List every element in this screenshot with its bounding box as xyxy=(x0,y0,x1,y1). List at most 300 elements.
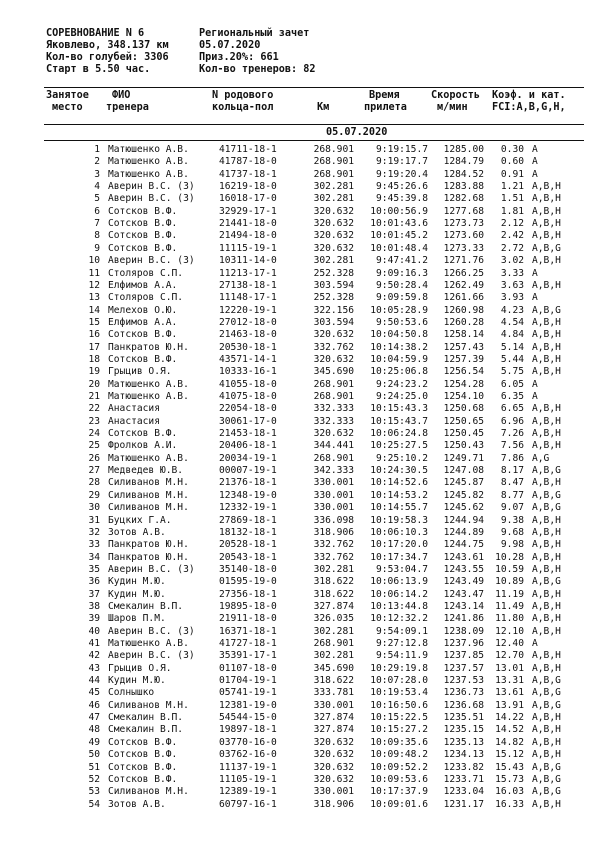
cell-km: 330.001 xyxy=(313,502,354,514)
cell-trainer: Матюшенко А.В. xyxy=(108,144,189,155)
cell-km: 302.281 xyxy=(313,255,354,267)
cell-coef: 6.96 xyxy=(500,415,524,427)
cell-time: 9:47:41.2 xyxy=(376,255,428,267)
table-row xyxy=(0,268,600,279)
table-row xyxy=(0,601,600,612)
cell-speed: 1284.79 xyxy=(443,156,484,168)
cell-time: 10:17:20.0 xyxy=(370,539,428,551)
cell-cat: A,B,H xyxy=(532,749,561,761)
table-row xyxy=(0,502,600,513)
cell-time: 10:12:32.2 xyxy=(370,613,428,625)
table-row xyxy=(0,379,600,390)
cell-time: 10:06:13.9 xyxy=(370,576,428,588)
cell-cat: A xyxy=(532,168,538,180)
cell-coef: 8.47 xyxy=(500,477,524,489)
header-bottom-rule xyxy=(44,124,584,125)
table-row xyxy=(0,638,600,649)
cell-time: 10:17:37.9 xyxy=(370,786,428,798)
cell-place: 43 xyxy=(88,662,100,674)
table-row xyxy=(0,552,600,563)
cell-ring: 21463-18-0 xyxy=(219,329,277,341)
cell-km: 320.632 xyxy=(313,761,354,773)
cell-trainer: Матюшенко А.В. xyxy=(108,452,189,464)
table-row xyxy=(0,490,600,501)
cell-ring: 16018-17-0 xyxy=(219,193,277,205)
cell-speed: 1273.60 xyxy=(443,230,484,242)
cell-place: 37 xyxy=(88,588,100,600)
table-row xyxy=(0,539,600,550)
cell-speed: 1238.09 xyxy=(443,625,484,637)
cell-time: 10:04:59.9 xyxy=(370,353,428,365)
cell-time: 10:13:44.8 xyxy=(370,600,428,612)
trainer-count: Кол-во тренеров: 82 xyxy=(199,64,316,75)
cell-trainer: Смекалин В.П. xyxy=(108,712,184,724)
cell-trainer: Буцких Г.А. xyxy=(108,514,172,526)
cell-km: 268.901 xyxy=(313,638,354,649)
cell-place: 9 xyxy=(94,242,100,254)
cell-place: 50 xyxy=(88,749,100,761)
cell-km: 320.632 xyxy=(313,218,354,230)
cell-ring: 11148-17-1 xyxy=(219,292,277,304)
cell-trainer: Сотсков В.Ф. xyxy=(108,242,178,254)
cell-trainer: Сотсков В.Ф. xyxy=(108,749,178,761)
cell-coef: 5.75 xyxy=(500,366,524,378)
cell-km: 322.156 xyxy=(313,304,354,316)
cell-trainer: Анастасия xyxy=(108,403,160,415)
cell-coef: 13.31 xyxy=(495,675,524,687)
cell-speed: 1233.71 xyxy=(443,773,484,785)
cell-cat: A,B,H xyxy=(532,477,561,489)
cell-time: 10:25:06.8 xyxy=(370,366,428,378)
cell-trainer: Елфимов А.А. xyxy=(108,279,178,291)
cell-cat: A,B,H xyxy=(532,724,561,736)
cell-cat: A,B,G xyxy=(532,687,561,699)
cell-speed: 1243.55 xyxy=(443,563,484,575)
cell-coef: 6.65 xyxy=(500,403,524,415)
cell-ring: 21453-18-1 xyxy=(219,428,277,440)
race-date: 05.07.2020 xyxy=(199,40,261,51)
cell-ring: 20528-18-1 xyxy=(219,539,277,551)
cell-km: 330.001 xyxy=(313,786,354,798)
cell-coef: 0.91 xyxy=(500,168,524,180)
cell-cat: A,B,G xyxy=(532,773,561,785)
cell-trainer: Аверин В.С. (3) xyxy=(108,650,195,662)
cell-speed: 1237.96 xyxy=(443,638,484,649)
cell-trainer: Силиванов М.Н. xyxy=(108,502,189,514)
cell-km: 330.001 xyxy=(313,477,354,489)
cell-km: 302.281 xyxy=(313,181,354,193)
cell-speed: 1236.73 xyxy=(443,687,484,699)
cell-speed: 1244.89 xyxy=(443,526,484,538)
cell-place: 38 xyxy=(88,600,100,612)
cell-place: 22 xyxy=(88,403,100,415)
cell-km: 344.441 xyxy=(313,440,354,452)
cell-speed: 1235.15 xyxy=(443,724,484,736)
cell-cat: A,B,H xyxy=(532,588,561,600)
table-row xyxy=(0,576,600,587)
cell-cat: A,B,H xyxy=(532,798,561,810)
cell-ring: 20406-18-1 xyxy=(219,440,277,452)
cell-place: 44 xyxy=(88,675,100,687)
cell-km: 332.762 xyxy=(313,551,354,563)
cell-place: 17 xyxy=(88,341,100,353)
cell-trainer: Фролков А.И. xyxy=(108,440,178,452)
cell-time: 10:14:55.7 xyxy=(370,502,428,514)
cell-ring: 21441-18-0 xyxy=(219,218,277,230)
cell-time: 9:45:26.6 xyxy=(376,181,428,193)
cell-trainer: Столяров С.П. xyxy=(108,267,184,279)
cell-speed: 1249.71 xyxy=(443,452,484,464)
cell-place: 42 xyxy=(88,650,100,662)
cell-place: 54 xyxy=(88,798,100,810)
cell-coef: 6.35 xyxy=(500,391,524,402)
cell-trainer: Грыцив О.Я. xyxy=(108,662,172,674)
cell-cat: A xyxy=(532,144,538,155)
cell-time: 9:19:17.7 xyxy=(376,156,428,168)
cell-place: 48 xyxy=(88,724,100,736)
cell-cat: A,G xyxy=(532,452,550,464)
cell-cat: A,B,G xyxy=(532,465,561,477)
cell-cat: A xyxy=(532,391,538,402)
cell-coef: 0.60 xyxy=(500,156,524,168)
cell-coef: 3.33 xyxy=(500,267,524,279)
cell-place: 53 xyxy=(88,786,100,798)
cell-place: 26 xyxy=(88,452,100,464)
cell-cat: A,B,G xyxy=(532,786,561,798)
cell-speed: 1266.25 xyxy=(443,267,484,279)
cell-place: 35 xyxy=(88,563,100,575)
cell-ring: 12220-19-1 xyxy=(219,304,277,316)
cell-km: 345.690 xyxy=(313,662,354,674)
cell-km: 320.632 xyxy=(313,205,354,217)
cell-km: 320.632 xyxy=(313,242,354,254)
cell-ring: 03770-16-0 xyxy=(219,736,277,748)
cell-coef: 4.54 xyxy=(500,316,524,328)
table-row xyxy=(0,243,600,254)
cell-place: 49 xyxy=(88,736,100,748)
cell-time: 10:14:53.2 xyxy=(370,489,428,501)
cell-place: 45 xyxy=(88,687,100,699)
table-row xyxy=(0,626,600,637)
cell-trainer: Солнышко xyxy=(108,687,155,699)
start-time: Старт в 5.50 час. xyxy=(46,64,151,75)
cell-place: 39 xyxy=(88,613,100,625)
cell-ring: 20034-19-1 xyxy=(219,452,277,464)
cell-speed: 1244.75 xyxy=(443,539,484,551)
cell-trainer: Грыцив О.Я. xyxy=(108,366,172,378)
cell-speed: 1254.10 xyxy=(443,391,484,402)
cell-cat: A,B,G xyxy=(532,761,561,773)
cell-trainer: Сотсков В.Ф. xyxy=(108,329,178,341)
table-row xyxy=(0,440,600,451)
cell-coef: 10.59 xyxy=(495,563,524,575)
cell-time: 10:07:28.0 xyxy=(370,675,428,687)
cell-km: 268.901 xyxy=(313,156,354,168)
cell-ring: 16371-18-1 xyxy=(219,625,277,637)
cell-km: 318.906 xyxy=(313,798,354,810)
cell-km: 268.901 xyxy=(313,144,354,155)
cell-speed: 1250.43 xyxy=(443,440,484,452)
cell-trainer: Матюшенко А.В. xyxy=(108,156,189,168)
cell-trainer: Медведев Ю.В. xyxy=(108,465,184,477)
cell-cat: A,B,H xyxy=(532,551,561,563)
cell-place: 29 xyxy=(88,489,100,501)
cell-trainer: Кудин М.Ю. xyxy=(108,675,166,687)
cell-cat: A,B,H xyxy=(532,218,561,230)
cell-time: 10:19:53.4 xyxy=(370,687,428,699)
table-row xyxy=(0,749,600,760)
cell-time: 9:50:28.4 xyxy=(376,279,428,291)
table-row xyxy=(0,712,600,723)
cell-coef: 12.70 xyxy=(495,650,524,662)
cell-ring: 35140-18-0 xyxy=(219,563,277,575)
cell-trainer: Анастасия xyxy=(108,415,160,427)
cell-time: 10:16:50.6 xyxy=(370,699,428,711)
cell-time: 10:24:30.5 xyxy=(370,465,428,477)
cell-ring: 01704-19-1 xyxy=(219,675,277,687)
cell-coef: 2.72 xyxy=(500,242,524,254)
cell-time: 10:06:24.8 xyxy=(370,428,428,440)
cell-coef: 7.56 xyxy=(500,440,524,452)
cell-time: 10:15:22.5 xyxy=(370,712,428,724)
cell-cat: A,B,H xyxy=(532,205,561,217)
cell-coef: 7.86 xyxy=(500,452,524,464)
cell-cat: A,B,H xyxy=(532,193,561,205)
cell-km: 320.632 xyxy=(313,428,354,440)
cell-place: 15 xyxy=(88,316,100,328)
cell-coef: 3.93 xyxy=(500,292,524,304)
cell-ring: 41787-18-0 xyxy=(219,156,277,168)
cell-ring: 18132-18-1 xyxy=(219,526,277,538)
cell-time: 10:25:27.5 xyxy=(370,440,428,452)
cell-cat: A,B,H xyxy=(532,600,561,612)
table-row xyxy=(0,453,600,464)
table-row xyxy=(0,305,600,316)
cell-cat: A xyxy=(532,638,538,649)
table-row xyxy=(0,280,600,291)
table-row xyxy=(0,292,600,303)
cell-time: 10:09:48.2 xyxy=(370,749,428,761)
cell-coef: 14.82 xyxy=(495,736,524,748)
cell-cat: A,B,H xyxy=(532,255,561,267)
cell-speed: 1231.17 xyxy=(443,798,484,810)
cell-speed: 1237.85 xyxy=(443,650,484,662)
cell-coef: 10.89 xyxy=(495,576,524,588)
table-row xyxy=(0,206,600,217)
cell-speed: 1241.86 xyxy=(443,613,484,625)
cell-trainer: Силиванов М.Н. xyxy=(108,477,189,489)
table-row xyxy=(0,354,600,365)
cell-place: 36 xyxy=(88,576,100,588)
standings-type: Региональный зачет xyxy=(199,28,310,39)
cell-trainer: Матюшенко А.В. xyxy=(108,168,189,180)
table-row xyxy=(0,589,600,600)
cell-ring: 00007-19-1 xyxy=(219,465,277,477)
cell-speed: 1235.51 xyxy=(443,712,484,724)
cell-cat: A,B,H xyxy=(532,662,561,674)
table-row xyxy=(0,465,600,476)
cell-speed: 1258.14 xyxy=(443,329,484,341)
cell-ring: 41055-18-0 xyxy=(219,378,277,390)
cell-coef: 3.02 xyxy=(500,255,524,267)
table-row xyxy=(0,477,600,488)
cell-cat: A,B,H xyxy=(532,353,561,365)
table-row xyxy=(0,774,600,785)
table-row xyxy=(0,799,600,810)
cell-km: 326.035 xyxy=(313,613,354,625)
table-row xyxy=(0,317,600,328)
cell-time: 10:15:27.2 xyxy=(370,724,428,736)
cell-place: 23 xyxy=(88,415,100,427)
cell-cat: A,B,H xyxy=(532,736,561,748)
cell-speed: 1271.76 xyxy=(443,255,484,267)
cell-time: 10:01:48.4 xyxy=(370,242,428,254)
cell-time: 9:25:10.2 xyxy=(376,452,428,464)
cell-ring: 11105-19-1 xyxy=(219,773,277,785)
cell-coef: 15.73 xyxy=(495,773,524,785)
cell-trainer: Кудин М.Ю. xyxy=(108,576,166,588)
cell-cat: A xyxy=(532,267,538,279)
cell-trainer: Силиванов М.Н. xyxy=(108,699,189,711)
cell-trainer: Аверин В.С. (3) xyxy=(108,625,195,637)
cell-ring: 16219-18-0 xyxy=(219,181,277,193)
header-top-rule xyxy=(44,87,584,88)
cell-speed: 1284.52 xyxy=(443,168,484,180)
cell-place: 20 xyxy=(88,378,100,390)
cell-cat: A xyxy=(532,292,538,304)
table-row xyxy=(0,650,600,661)
cell-coef: 2.42 xyxy=(500,230,524,242)
cell-trainer: Сотсков В.Ф. xyxy=(108,773,178,785)
cell-place: 13 xyxy=(88,292,100,304)
cell-cat: A,B,H xyxy=(532,366,561,378)
table-row xyxy=(0,527,600,538)
cell-ring: 12389-19-1 xyxy=(219,786,277,798)
cell-km: 268.901 xyxy=(313,378,354,390)
cell-place: 28 xyxy=(88,477,100,489)
cell-coef: 9.98 xyxy=(500,539,524,551)
cell-cat: A xyxy=(532,378,538,390)
cell-km: 268.901 xyxy=(313,168,354,180)
table-row xyxy=(0,144,600,155)
cell-cat: A xyxy=(532,156,538,168)
cell-cat: A,B,H xyxy=(532,428,561,440)
cell-place: 52 xyxy=(88,773,100,785)
table-row xyxy=(0,342,600,353)
cell-place: 11 xyxy=(88,267,100,279)
cell-speed: 1250.68 xyxy=(443,403,484,415)
cell-speed: 1260.98 xyxy=(443,304,484,316)
cell-ring: 43571-14-1 xyxy=(219,353,277,365)
cell-trainer: Мелехов О.Ю. xyxy=(108,304,178,316)
cell-time: 9:45:39.8 xyxy=(376,193,428,205)
cell-time: 10:19:58.3 xyxy=(370,514,428,526)
cell-time: 10:15:43.7 xyxy=(370,415,428,427)
cell-cat: A,B,H xyxy=(532,279,561,291)
cell-speed: 1245.62 xyxy=(443,502,484,514)
cell-trainer: Силиванов М.Н. xyxy=(108,786,189,798)
cell-time: 10:14:52.6 xyxy=(370,477,428,489)
cell-coef: 9.38 xyxy=(500,514,524,526)
cell-ring: 11213-17-1 xyxy=(219,267,277,279)
cell-place: 47 xyxy=(88,712,100,724)
cell-trainer: Сотсков В.Ф. xyxy=(108,736,178,748)
cell-ring: 21376-18-1 xyxy=(219,477,277,489)
cell-place: 51 xyxy=(88,761,100,773)
cell-time: 9:53:04.7 xyxy=(376,563,428,575)
cell-place: 46 xyxy=(88,699,100,711)
cell-speed: 1257.39 xyxy=(443,353,484,365)
cell-cat: A,B,H xyxy=(532,514,561,526)
cell-speed: 1285.00 xyxy=(443,144,484,155)
cell-coef: 15.12 xyxy=(495,749,524,761)
cell-place: 18 xyxy=(88,353,100,365)
cell-km: 303.594 xyxy=(313,279,354,291)
cell-trainer: Аверин В.С. (3) xyxy=(108,563,195,575)
cell-time: 10:01:45.2 xyxy=(370,230,428,242)
cell-coef: 9.07 xyxy=(500,502,524,514)
cell-km: 268.901 xyxy=(313,452,354,464)
cell-km: 336.098 xyxy=(313,514,354,526)
cell-coef: 9.68 xyxy=(500,526,524,538)
cell-time: 9:27:12.8 xyxy=(376,638,428,649)
cell-speed: 1233.04 xyxy=(443,786,484,798)
cell-km: 318.622 xyxy=(313,675,354,687)
cell-speed: 1283.88 xyxy=(443,181,484,193)
cell-coef: 5.44 xyxy=(500,353,524,365)
release-point: Яковлево, 348.137 км xyxy=(46,40,169,51)
table-row xyxy=(0,687,600,698)
cell-time: 10:15:43.3 xyxy=(370,403,428,415)
col-coef-line1: Коэф. и кат. xyxy=(492,90,566,101)
cell-km: 327.874 xyxy=(313,712,354,724)
cell-speed: 1257.43 xyxy=(443,341,484,353)
cell-speed: 1243.14 xyxy=(443,600,484,612)
cell-speed: 1237.57 xyxy=(443,662,484,674)
cell-place: 32 xyxy=(88,526,100,538)
cell-coef: 3.63 xyxy=(500,279,524,291)
cell-coef: 14.52 xyxy=(495,724,524,736)
cell-speed: 1237.53 xyxy=(443,675,484,687)
cell-trainer: Аверин В.С. (3) xyxy=(108,181,195,193)
cell-place: 5 xyxy=(94,193,100,205)
cell-time: 9:09:16.3 xyxy=(376,267,428,279)
cell-ring: 22054-18-0 xyxy=(219,403,277,415)
cell-km: 302.281 xyxy=(313,650,354,662)
cell-coef: 13.91 xyxy=(495,699,524,711)
cell-place: 30 xyxy=(88,502,100,514)
cell-cat: A,B,H xyxy=(532,563,561,575)
cell-km: 320.632 xyxy=(313,749,354,761)
prize-count: Приз.20%: 661 xyxy=(199,52,279,63)
cell-trainer: Сотсков В.Ф. xyxy=(108,428,178,440)
cell-speed: 1234.13 xyxy=(443,749,484,761)
cell-trainer: Силиванов М.Н. xyxy=(108,489,189,501)
cell-place: 3 xyxy=(94,168,100,180)
cell-km: 320.632 xyxy=(313,773,354,785)
cell-trainer: Смекалин В.П. xyxy=(108,724,184,736)
cell-coef: 4.84 xyxy=(500,329,524,341)
cell-trainer: Матюшенко А.В. xyxy=(108,638,189,649)
cell-coef: 4.23 xyxy=(500,304,524,316)
cell-ring: 03762-16-0 xyxy=(219,749,277,761)
cell-coef: 16.03 xyxy=(495,786,524,798)
cell-speed: 1233.82 xyxy=(443,761,484,773)
col-speed-line1: Скорость xyxy=(431,90,481,101)
cell-ring: 11137-19-1 xyxy=(219,761,277,773)
cell-trainer: Сотсков В.Ф. xyxy=(108,230,178,242)
table-row xyxy=(0,786,600,797)
